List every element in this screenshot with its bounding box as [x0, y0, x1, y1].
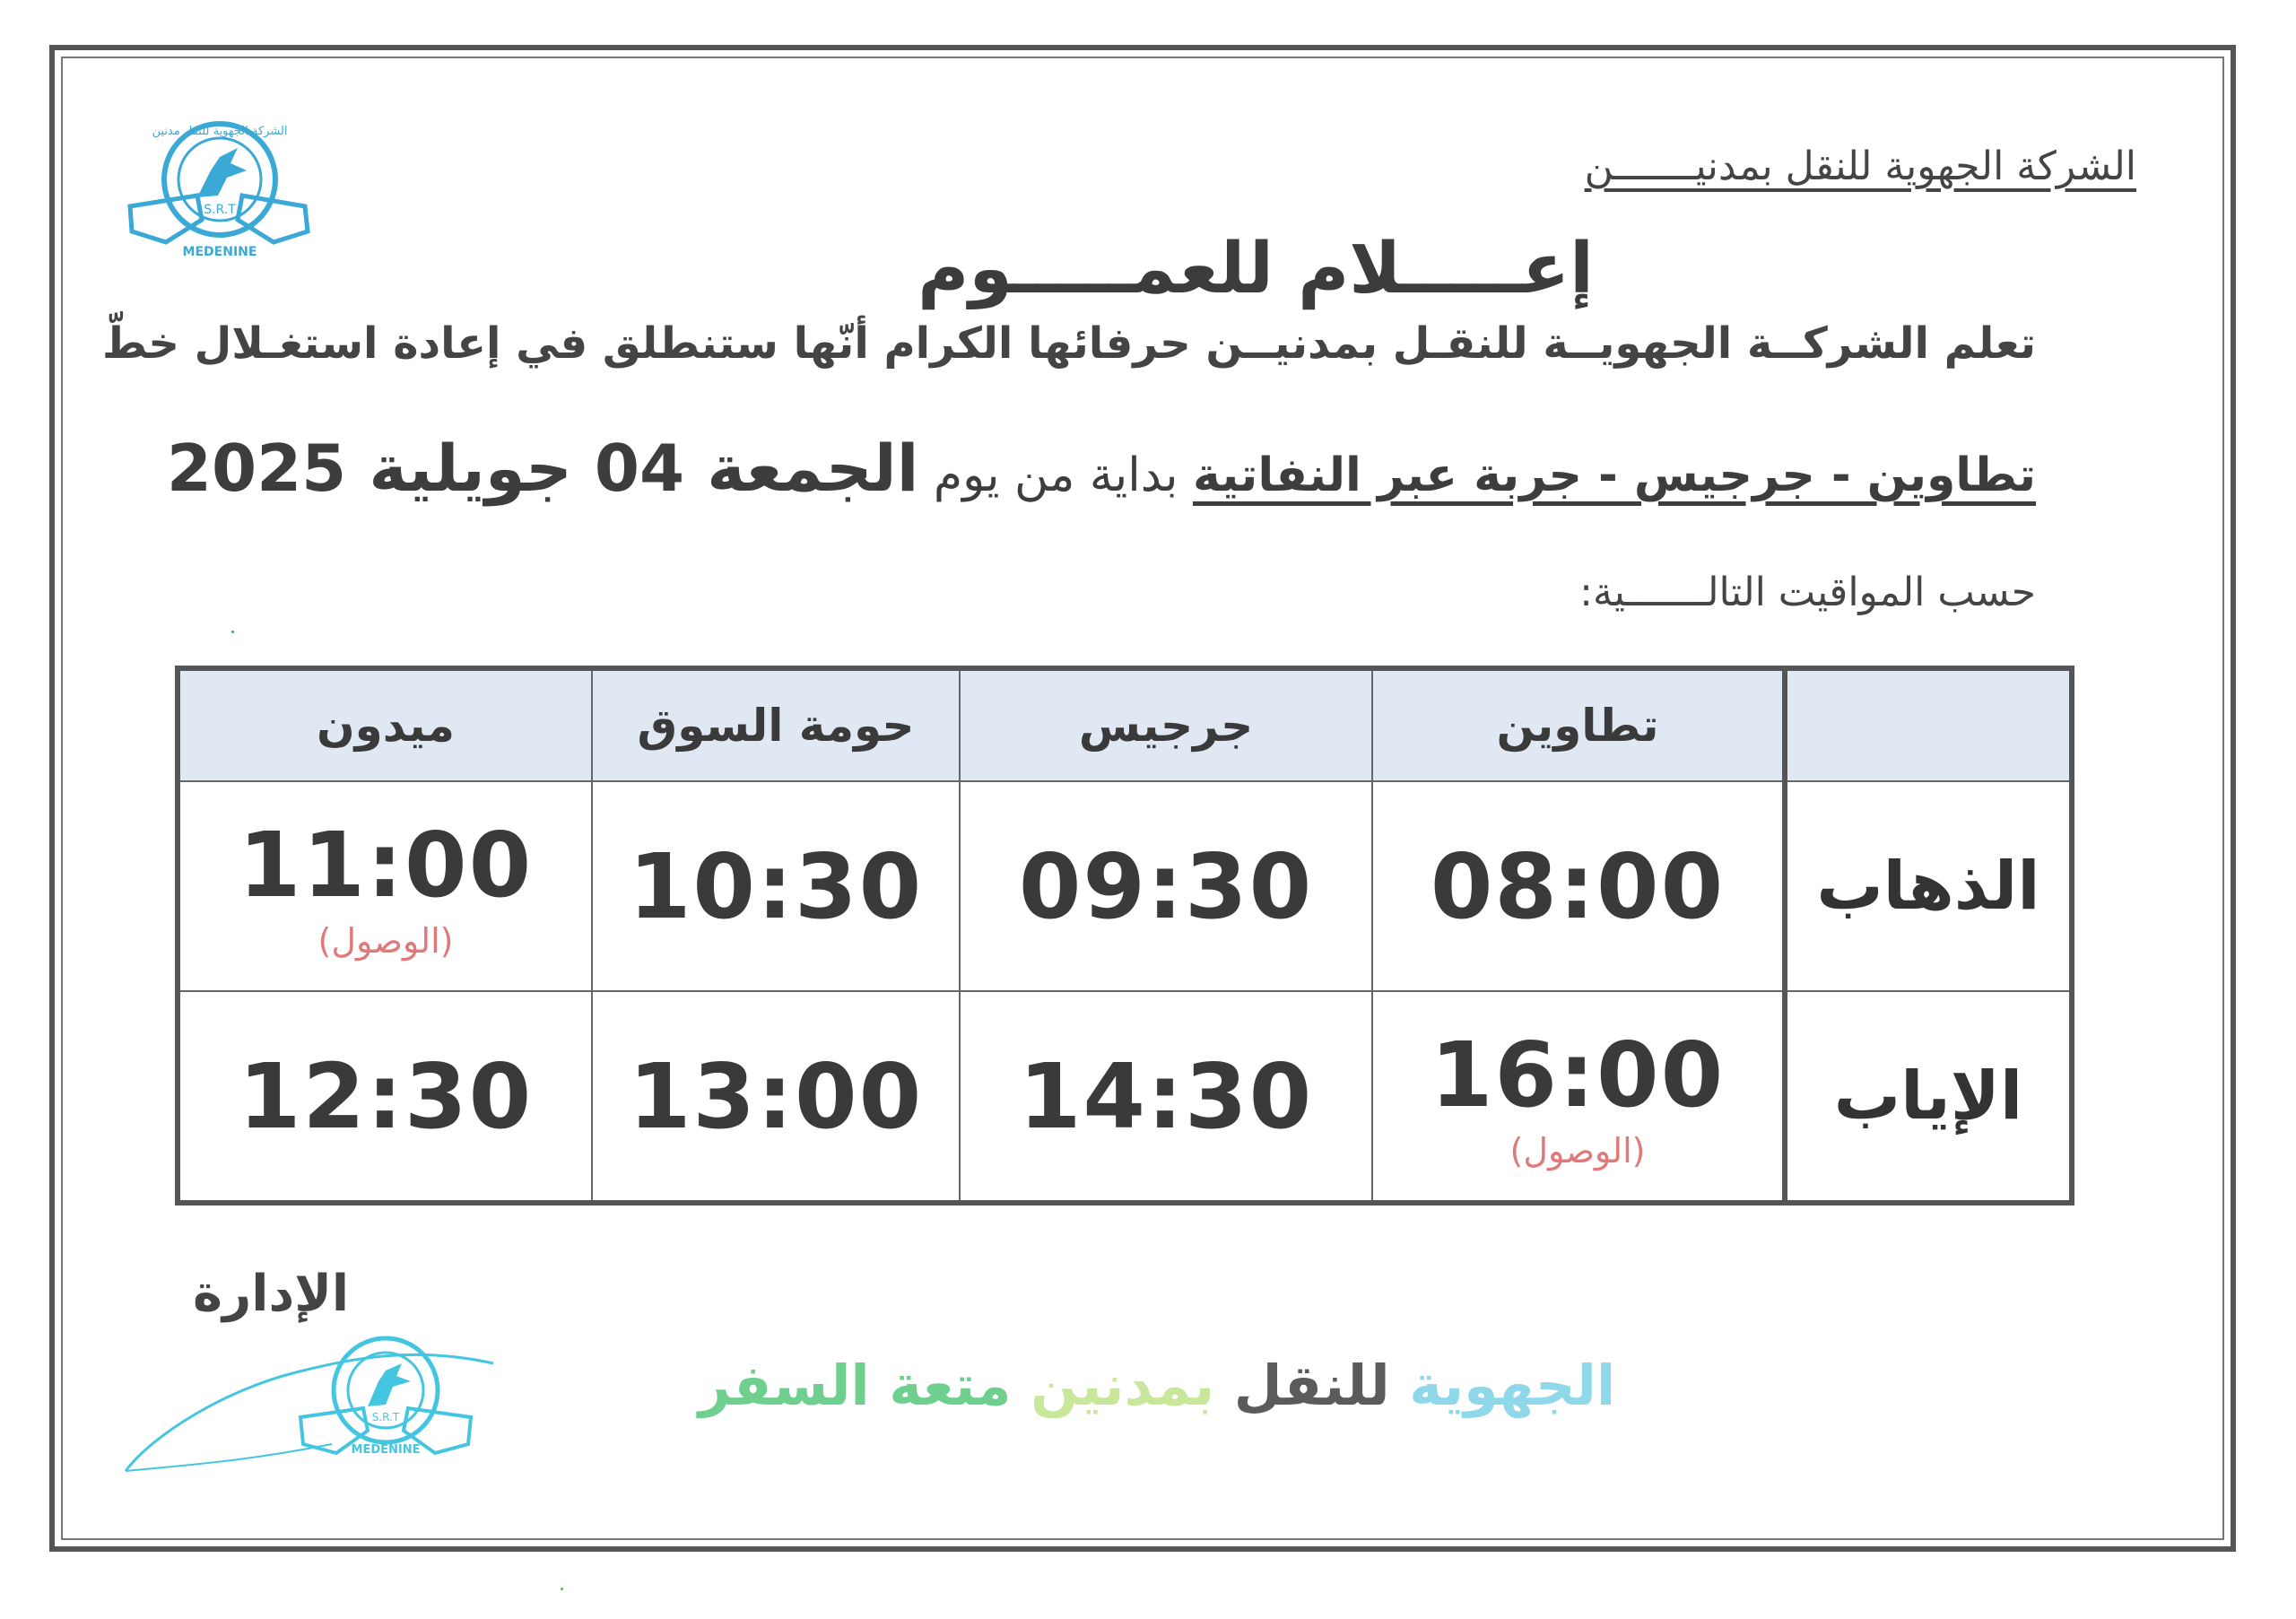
stamp-initials: S.R.T	[371, 1411, 400, 1423]
route-start-text: بداية من يوم	[918, 448, 1194, 502]
speck	[231, 631, 234, 633]
logo-city: MEDENINE	[182, 245, 257, 259]
logo-initials: S.R.T	[204, 203, 236, 217]
time-value: 14:30	[1018, 1043, 1314, 1149]
table-header-zarzis: جرجيس	[960, 668, 1372, 781]
speck	[561, 1588, 563, 1590]
slogan	[0, 1353, 2296, 1418]
administration-label: الإدارة	[193, 1265, 350, 1323]
time-value: 13:00	[628, 1043, 924, 1149]
time-cell	[592, 991, 960, 1203]
table-header-houmt-souk: حومة السوق	[592, 668, 960, 781]
time-cell	[1372, 991, 1785, 1203]
route-name: تطاوين - جرجيس - جربة عبر النفاتية	[1193, 448, 2036, 502]
time-value: 11:00	[238, 812, 534, 918]
time-cell	[960, 781, 1372, 991]
time-value: 09:30	[1018, 833, 1314, 939]
time-value: 16:00	[1430, 1022, 1726, 1127]
time-cell	[960, 991, 1372, 1203]
table-header-row	[178, 668, 2072, 781]
row-label-outbound: الذهاب	[1785, 781, 2072, 991]
logo-arabic-text: الشركة الجهوية للنقل مدنين	[152, 125, 288, 138]
table-header-midoun: ميدون	[178, 668, 592, 781]
timing-intro: حسب المواقيت التالـــــــية:	[1579, 570, 2036, 615]
route-start-date: الجمعة 04 جويلية 2025	[166, 431, 919, 506]
time-cell	[178, 991, 592, 1203]
stamp-city: MEDENINE	[351, 1443, 421, 1457]
time-value: 12:30	[238, 1043, 534, 1149]
arrival-note: (الوصول)	[317, 920, 454, 961]
table-header-empty	[1785, 668, 2072, 781]
time-value: 08:00	[1430, 833, 1726, 939]
schedule-table	[175, 666, 2074, 1206]
time-value: 10:30	[628, 833, 924, 939]
slogan-part-2: للنقل	[1214, 1353, 1390, 1418]
time-cell	[1372, 781, 1785, 991]
announcement-headline: إعـــــلام للعمـــــوم	[918, 229, 1594, 309]
time-cell	[178, 781, 592, 991]
row-label-return: الإياب	[1785, 991, 2072, 1203]
company-name: الشركة الجهوية للنقل بمدنيـــــــن	[1584, 144, 2136, 189]
table-row	[178, 781, 2072, 991]
intro-paragraph: تعلم الشركــة الجهويــة للنقـل بمدنيــن حرفائها الكرام أنّها ستنطلق في إعادة استغـلال خطّ	[101, 318, 2036, 369]
table-row	[178, 991, 2072, 1203]
time-cell	[592, 781, 960, 991]
route-line	[167, 431, 2036, 506]
arrival-note: (الوصول)	[1509, 1130, 1646, 1171]
table-header-tataouine: تطاوين	[1372, 668, 1785, 781]
slogan-part-3: بمدنين	[1011, 1353, 1215, 1418]
slogan-part-4: متعة السفر	[698, 1353, 1012, 1418]
slogan-part-1: الجهوية	[1389, 1353, 1616, 1418]
